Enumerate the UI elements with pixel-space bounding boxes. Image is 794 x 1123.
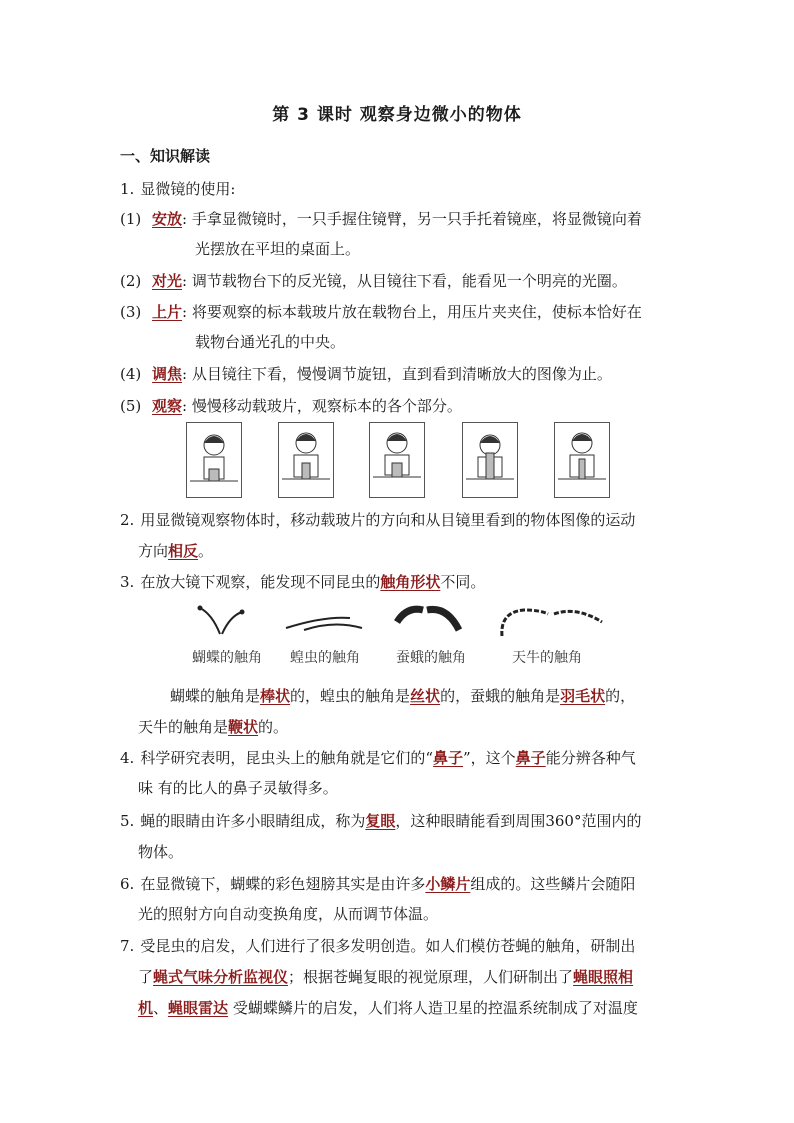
step-text: : 将要观察的标本载玻片放在载物台上，用压片夹夹住，使标本恰好在 xyxy=(182,303,642,321)
step-keyword: 对光 xyxy=(152,272,183,290)
step-keyword: 观察 xyxy=(152,397,183,415)
step-text: : 调节载物台下的反光镜，从目镜往下看，能看见一个明亮的光圈。 xyxy=(182,272,627,290)
keyword: 鼻子 xyxy=(515,749,546,767)
item-7 xyxy=(120,935,680,956)
antenna-label: 蝗虫的触角 xyxy=(290,650,360,666)
step-text: : 手拿显微镜时，一只手握住镜臂，另一只手托着镜座，将显微镜向着 xyxy=(182,210,642,228)
silkmoth-antennae-icon xyxy=(393,604,463,638)
keyword: 鼻子 xyxy=(432,749,463,767)
keyword: 蝇式气味分析监视仪 xyxy=(153,968,289,986)
antennae-summary xyxy=(170,685,730,706)
item-2 xyxy=(120,509,680,530)
item-2-continuation xyxy=(138,540,698,561)
step-3-continuation: 载物台通光孔的中央。 xyxy=(195,333,346,351)
text-fragment: ；根据苍蝇复眼的视觉原理，人们研制出了 xyxy=(288,968,574,986)
text-fragment: 科学研究表明，昆虫头上的触角就是它们的“ xyxy=(140,749,433,767)
text-fragment: 的， xyxy=(605,687,636,705)
locust-antennae-icon xyxy=(284,604,364,636)
item-5-continuation: 物体。 xyxy=(138,843,184,861)
antenna-label: 蝴蝶的触角 xyxy=(192,650,262,666)
item-number: 7. xyxy=(120,937,135,955)
text-fragment: 、 xyxy=(153,999,169,1017)
text-fragment: 方向 xyxy=(138,542,169,560)
keyword: 蝇眼雷达 xyxy=(168,999,229,1017)
keyword: 复眼 xyxy=(365,812,396,830)
item-7-line-2 xyxy=(138,966,698,987)
item-number: 6. xyxy=(120,875,135,893)
step-text: : 慢慢移动载玻片，观察标本的各个部分。 xyxy=(182,397,462,415)
step-keyword: 上片 xyxy=(152,303,183,321)
item-4-continuation: 味 有的比人的鼻子灵敏得多。 xyxy=(138,779,338,797)
step-keyword: 调焦 xyxy=(152,365,183,383)
keyword: 丝状 xyxy=(410,687,441,705)
illustration-step-4 xyxy=(462,422,518,498)
text-fragment: 能分辨各种气 xyxy=(545,749,636,767)
item-5 xyxy=(120,810,680,831)
antenna-label: 蚕蛾的触角 xyxy=(396,650,466,666)
text-fragment: 在放大镜下观察，能发现不同昆虫的 xyxy=(140,573,381,591)
text-fragment: 在显微镜下，蝴蝶的彩色翅膀其实是由许多 xyxy=(140,875,426,893)
item-text: 用显微镜观察物体时，移动载玻片的方向和从目镜里看到的物体图像的运动 xyxy=(140,511,636,529)
step-3 xyxy=(120,301,680,322)
step-keyword: 安放 xyxy=(152,210,183,228)
text-fragment: 不同。 xyxy=(440,573,486,591)
item-4 xyxy=(120,747,680,768)
text-fragment: ，这种眼睛能看到周围360°范围内的 xyxy=(395,812,642,830)
longhorn-beetle-antennae-icon xyxy=(496,604,608,640)
step-2 xyxy=(120,270,680,291)
microscope-steps-illustrations xyxy=(186,422,610,498)
item-number: 4. xyxy=(120,749,135,767)
antennae-summary-continuation xyxy=(138,716,698,737)
keyword: 棒状 xyxy=(260,687,291,705)
step-number: (4) xyxy=(120,365,142,383)
text-fragment: 的。 xyxy=(258,718,289,736)
text-fragment: 的，蝗虫的触角是 xyxy=(290,687,411,705)
keyword: 鞭状 xyxy=(228,718,259,736)
item-6-continuation: 光的照射方向自动变换角度，从而调节体温。 xyxy=(138,905,439,923)
step-1 xyxy=(120,208,680,229)
item-number: 5. xyxy=(120,812,135,830)
text-fragment: 组成的。这些鳞片会随阳 xyxy=(470,875,636,893)
text-fragment: 蝇的眼睛由许多小眼睛组成，称为 xyxy=(140,812,366,830)
step-number: (5) xyxy=(120,397,142,415)
step-number: (1) xyxy=(120,210,142,228)
text-fragment: 的，蚕蛾的触角是 xyxy=(440,687,561,705)
text-fragment: ”，这个 xyxy=(463,749,516,767)
illustration-step-3 xyxy=(369,422,425,498)
text-fragment: 蝴蝶的触角是 xyxy=(170,687,261,705)
step-4 xyxy=(120,363,680,384)
step-number: (2) xyxy=(120,272,142,290)
keyword: 触角形状 xyxy=(380,573,441,591)
item-number: 1. xyxy=(120,180,135,198)
text-fragment: 受蝴蝶鳞片的启发，人们将人造卫星的控温系统制成了对温度 xyxy=(228,999,638,1017)
keyword: 机 xyxy=(138,999,154,1017)
step-5 xyxy=(120,395,680,416)
section-heading: 一、知识解读 xyxy=(120,147,211,165)
text-fragment: 。 xyxy=(198,542,214,560)
item-number: 3. xyxy=(120,573,135,591)
item-text: 显微镜的使用: xyxy=(140,180,236,198)
keyword: 蝇眼照相 xyxy=(573,968,634,986)
butterfly-antennae-icon xyxy=(196,604,246,636)
illustration-step-1 xyxy=(186,422,242,498)
illustration-step-5 xyxy=(554,422,610,498)
step-1-continuation: 光摆放在平坦的桌面上。 xyxy=(195,240,361,258)
keyword: 相反 xyxy=(168,542,199,560)
item-number: 2. xyxy=(120,511,135,529)
keyword: 小鳞片 xyxy=(425,875,471,893)
keyword: 羽毛状 xyxy=(560,687,606,705)
page-title: 第 3 课时 观察身边微小的物体 xyxy=(272,105,522,125)
antenna-label: 天牛的触角 xyxy=(512,650,582,666)
item-6 xyxy=(120,873,680,894)
text-fragment: 了 xyxy=(138,968,154,986)
item-1 xyxy=(120,178,680,199)
item-3 xyxy=(120,571,680,592)
step-text: : 从目镜往下看，慢慢调节旋钮，直到看到清晰放大的图像为止。 xyxy=(182,365,612,383)
item-7-line-3 xyxy=(138,997,698,1018)
text-fragment: 天牛的触角是 xyxy=(138,718,229,736)
text-fragment: 受昆虫的启发，人们进行了很多发明创造。如人们模仿苍蝇的触角，研制出 xyxy=(140,937,636,955)
illustration-step-2 xyxy=(278,422,334,498)
step-number: (3) xyxy=(120,303,142,321)
